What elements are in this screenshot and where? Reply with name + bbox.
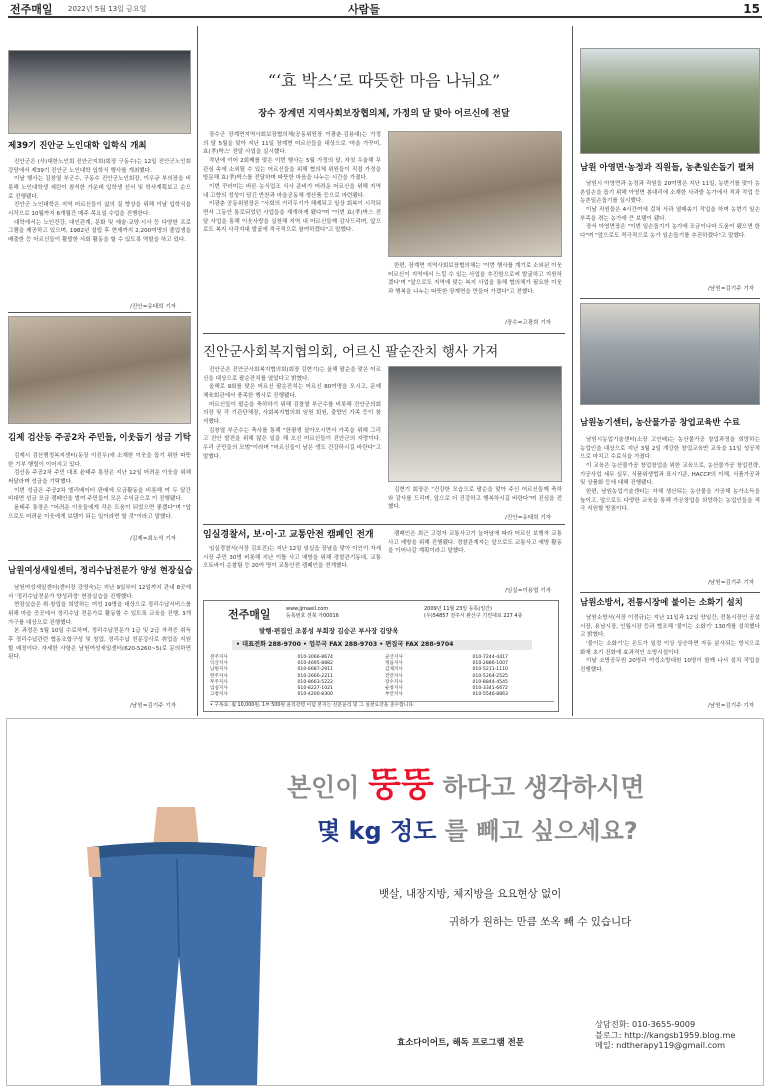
branch-directory: 전주지사 010-3066-8674 군산지사 010-7244-4417 익산지사 010-4695-8882 정읍지사 010-2886-1007 남원지사 010-6687-2911 김제지사 010-5211-1110 완주지사 010-2666-2211 진안지사 010-5264-2525 무주지사 010-8663-5222 장수지사 010-8844-4545 임실지사 010-8227-1021 순창지사 010-3341-6672 고창지사 010-4200-8300 부안지사 010-5546-8863 (210, 655, 508, 698)
oversized-jeans-figure (87, 807, 267, 1085)
byline: /임실=이용엽 기자 (505, 588, 552, 594)
ad-blog[interactable]: 블로그: http://kangsb1959.blog.me (595, 1029, 736, 1040)
article-title: 남원소방서, 전통시장에 불이는 소화기 설치 (580, 598, 743, 608)
section-title: 사람들 (348, 3, 380, 16)
article-body: 남원소방서(서장 이정규)는 지난 11일과 12일 양일간, 전통시장인 공설시장, 용남시장, 인월시장 등과 협조해 '불이는 소화기' 130개를 설치했다고 밝혔다. '불이는 소화기'는 온도가 일정 이상 상승하면 자동 분사되는 방식으로 화재 초기 진화에 효과적인 소방시설이다. 이날 소방공무원 20명과 여성소방대원 10명이 함께 나서 설치 작업을 진행했다. (580, 615, 760, 673)
article-title: 제39기 진안군 노인대학 입학식 개최 (8, 141, 147, 151)
photo-donation-group (8, 316, 191, 424)
publisher-line: 발행·편집인 조봉성 부회장 김승곤 부사장 김양욱 (259, 627, 399, 635)
paper-name: 전주매일 (228, 608, 271, 621)
article-title: 김제 검산동 주공2차 주민들, 이웃돕기 성금 기탁 (8, 433, 191, 443)
photo-apple-orchard (580, 48, 760, 154)
article-body: 장수군 장계면지역사회보장협의체(공동위원장 이광춘·김용대)는 가정의 달 5월을 맞아 지난 11일 장계면 어르신들을 대상으로 '마을 가꾸미, 효(孝)박스' 전달 사업을 실시했다. 작년에 이어 2회째를 맞은 이번 행사는 5월 가정의 달, 자칫 우울해 무관심 속에 소외될 수 있는 어르신들을 위해 협의체 위원들이 직접 가정을 방문해 효(孝)박스를 전달하며 따뜻한 마음을 나누는 시간을 가졌다. 이번 꾸러미는 바른 농식업조 식사 준비가 어려운 어르신을 위해 지역 내 고향의 정성이 담긴 반찬과 마을공동체 생산품 등으로 마련됐다. 이광춘 공동위원장은 "사회의 거리두기가 해제되고 일상 회복이 시작되면서 그동안 통로되었던 사업들을 재개하게 됐다"며 "이번 효(孝)박스 전달 사업을 통해 이웃사랑을 실천해 지역 내 어르신들께 감사드리며, 앞으로도 복지 사각지대 발굴에 적극적으로 참여하겠다"고 말했다. (203, 132, 381, 234)
article-body: 남원시 아영면과 농정과 직원들 20여명은 지난 11일, 농번기를 맞아 농촌일손을 돕기 위해 아영면 봉대리에 소재한 사과밭 농가에서 적과 작업 등 농촌일손돕기를 실시했다. 이날 직원들은 4시간여에 걸쳐 사과 열매솎기 작업을 하며 농번기 일손 부족을 겪는 농가에 큰 보탬이 됐다. 장서 아영면장은 "이번 일손돕기가 농가에 조금이나마 도움이 됐으면 한다"며 "앞으로도 적극적으로 농가 일손돕기를 추진하겠다"고 말했다. (580, 181, 760, 239)
divider (8, 312, 191, 313)
column-divider-right (572, 26, 573, 716)
byline: /진안=유태희 기자 (505, 515, 552, 521)
photo-training-classroom (580, 303, 760, 405)
ad-subline-1: 뱃살, 내장지방, 체지방을 요요현상 없이 (379, 888, 562, 900)
article-body: 남원여성새일센터(센터장 강영숙)는 지난 9일부터 12일까지 관내 8곳에서 '정리수납전문가 양성과정' 현장실습을 진행했다. 현장실습은 취·창업을 희망하는 여성 19명을 대상으로 정리수납서비스를 위해 마을 곳곳에서 정리수납 전문가로 활동할 수 있도록 교육을 진행, 3개 가구를 대상으로 진행했다. 본 과정은 5월 10일 수료하며, 정리수납전문가 1급 및 2급 자격증 취득 후 정리수납관련 협동조합구성 및 창업, 정리수납 전문강사로 취업을 지원할 예정이다. 자세한 사항은 남원여성새일센터(620-5260~5)로 문의하면 된다. (8, 585, 191, 661)
article-body: 캠페인은 최근 고령자 교통사고가 늘어남에 따라 어르신 보행자 교통사고 예방을 위해 진행됐다. 경찰관계자는 앞으로도 교통사고 예방 활동을 이어나갈 계획이라고 말했다. (388, 531, 562, 555)
column-divider-left (197, 26, 198, 716)
diet-advertisement (6, 718, 764, 1086)
publication-info-box (203, 600, 559, 712)
ad-subline-2: 귀하가 원하는 만큼 쏘옥 빼 수 있습니다 (449, 916, 632, 928)
byline: /남원=김기주 기자 (708, 580, 755, 586)
registration-date: 2009년 11월 23일 등록(일간) (424, 606, 492, 612)
paper-url[interactable]: www.jjmaeil.com (286, 606, 329, 612)
headline-hyo-box: “‘효 박스’로 따뜻한 마음 나눠요” (267, 71, 501, 90)
byline: /남원=김기주 기자 (130, 703, 177, 709)
article-body: 임실경찰서(서장 김호진)는 지난 12일 임실읍 장날을 맞아 이인이 자세시장 주민 30명 비롯해 지난 이틀 사고 예방을 위해 경찰관기동대, 교통 오토바이 순찰팀 등 20여 명이 교통안전 캠페인을 전개했다. (203, 546, 381, 570)
paper-name: 전주매일 (10, 3, 53, 16)
byline: /남원=김기주 기자 (708, 286, 755, 292)
article-title: 임실경찰서, 보·이·고 교통안전 캠페인 전개 (203, 530, 374, 540)
ad-program: 효소다이어트, 해독 프로그램 전문 (397, 1038, 525, 1048)
photo-birthday-party (388, 366, 562, 482)
article-body: 김현기 회장은 "건강한 모습으로 팔순을 맞아 주신 어르신들께 축하와 감사를 드리며, 앞으로 더 건강하고 행복하시길 바란다"며 진심을 전했다. (388, 487, 562, 511)
divider (203, 524, 565, 525)
byline: /장수=고광희 기자 (505, 320, 552, 326)
headline-birthday-party: 진안군사회복지협의회, 어르신 팔순잔치 행사 가져 (203, 344, 499, 360)
article-title: 남원농기센터, 농산물가공 창업교육반 수료 (580, 418, 740, 428)
article-body: 남원시농업기술센터(소장 고인배)는 농산물가공 창업과정을 희망하는 농업인을 대상으로 지난 3월 2일 개강한 창업교육반 교육을 11일 성공적으로 마치고 수료식을 가졌다. 이 교육은 농산물가공 창업창업을 위한 교육으로, 농산물가공 창업전략, 가공사업 세무 실무, 식품위생법과 표시기준, HACCP의 이해, 식품가공과 및 상품화 등에 대해 진행됐다. 한편, 남원농업기술센터는 자체 생산되는 농산물을 가공해 농가소득을 높이고, 앞으로도 다양한 교육을 통해 가공창업을 희망하는 농업인들을 적극 지원할 방침이다. (580, 437, 760, 513)
headline-subtitle: 장수 장계면 지역사회보장협의체, 가정의 달 맞아 어르신에 전달 (258, 109, 510, 119)
subscription-info: • 구독료: 월 10,000원, 1부 500원 윤리강령 이념 본지는 신문윤리 및 그 실천요강을 준수합니다. (210, 701, 554, 710)
ad-headline-line1: 본인이 뚱뚱 하다고 생각하시면 (287, 765, 645, 805)
article-title: 남원 아영면·농정과 직원들, 농촌일손돕기 펼쳐 (580, 163, 755, 173)
divider (580, 298, 760, 299)
byline: /남원=김기주 기자 (708, 703, 755, 709)
divider (8, 560, 191, 561)
registration-number: 등록번호 전북 가00016 (286, 613, 339, 619)
ad-contact (595, 1019, 735, 1051)
article-body: 김제시 검산행정복지센터(동장 이진우)에 소재한 이웃을 돕기 위한 따뜻한 기부 행렬이 이어지고 있다. 검산동 주공2차 주민 대표 윤태주 통장은 지난 12일 어려운 이웃을 위해 써달라며 성금을 기탁했다. 이번 성금은 주공2차 엘리베이터 판매에 모금활동을 비롯해 여 두 달간 비대면 성금 모금 캠페인을 벌여 주민들이 모은 수익금으로 이 진행됐다. 윤태주 통장은 "어려운 이웃들에게 작은 도움이 되었으면 좋겠다"며 "앞으로도 어려운 이웃에게 보탬이 되는 일이라면 할 것"이라고 말했다. (8, 453, 191, 520)
article-title: 남원여성새일센터, 정리수납전문가 양성 현장실습 (8, 566, 193, 576)
phone-bar: • 대표전화 288-9700 • 업무국 FAX 288-9703 • 편집국 FAX 288-9704 (232, 640, 532, 650)
photo-nursing-college-ceremony (8, 50, 191, 134)
office-address: (우)54857 전주시 완산구 기린대로 227 4층 (424, 613, 523, 619)
ad-headline-line2: 몇 kg 정도 를 빼고 싶으세요? (317, 817, 638, 845)
ad-phone[interactable]: 상담전화: 010-3655-9009 (595, 1019, 696, 1029)
article-body: 진안군은 진안군사회복지협의회(회장 김현기)는 올해 팔순을 맞은 어르신을 대상으로 팔순잔치를 열었다고 밝혔다. 올해로 9회를 맞은 어르신 팔순잔치는 어르신 80여명을 모시고, 문예체육회관에서 풍족한 행사로 진행됐다. 어르신들이 팔순을 축하하기 위해 김창열 부군수를 비롯해 진안군의회 의장 및 각 기관단체장, 사회복지협의회 임원 회원, 출향인 가족 등이 참석했다. 김창열 부군수는 축사를 통해 "한평생 살아오시면서 가족을 위해 그리고 진안 발전을 위해 많은 일을 해 오신 어르신들이 진안군의 자랑이다. 우리 군민들의 모범"이라며 "어르신들이 남은 생도 건강하시길 바란다"고 말했다. (203, 367, 381, 460)
issue-date: 2022년 5월 13일 금요일 (68, 5, 147, 13)
page-number: 15 (743, 2, 760, 16)
article-body: 진안군은 (사)대한노인회 진안군지회(회장 구동수)는 12일 진안군노인회 강당에서 제39기 진안군 노인대학 입학식 행사를 개최했다. 이날 행사는 김창열 부군수, 구동수 진안군노인회장, 이우규 부의장을 비롯해 노인대학생 세린이 참석한 가운데 입학생 선서 및 학사계획보고 순으로 진행됐다. 진안군 노인대학은 지역 어르신들이 삶의 질 향상을 위해 이날 입학식을 시작으로 10월까지 6개월간 매주 목요일 수업을 진행한다. 대학에서는 노인건강, 대인관계, 문화 및 예술·교양·시사 등 다양한 프로그램을 제공하고 있으며, 1982년 설립 후 현재까지 2,200여명의 졸업생을 배출한 등 어르신들이 활발한 사회 활동을 할 수 있도록 역할을 하고 있다. (8, 159, 191, 243)
divider (203, 333, 565, 334)
divider (580, 592, 760, 593)
ad-email[interactable]: 메일: ndtherapy119@gmail.com (595, 1040, 726, 1051)
masthead (8, 0, 762, 18)
article-body: 한편, 장계면 지역사회보장협의체는 '이번 행사를 계기로 소외된 이웃 어르신이 지역에서 느낄 수 있는 사업을 추진함으로써 발굴하고 지원하겠다'며 "앞으로도 지역에 맞는 복지 사업을 통해 협의체가 필요한 이웃과 행복을 나누는 따뜻한 장계면을 만들어 가겠다"고 전했다. (388, 263, 562, 295)
byline: /김제=최노석 기자 (130, 536, 177, 542)
byline: /진안=유태희 기자 (130, 304, 177, 310)
photo-hyo-box-delivery (388, 131, 562, 257)
